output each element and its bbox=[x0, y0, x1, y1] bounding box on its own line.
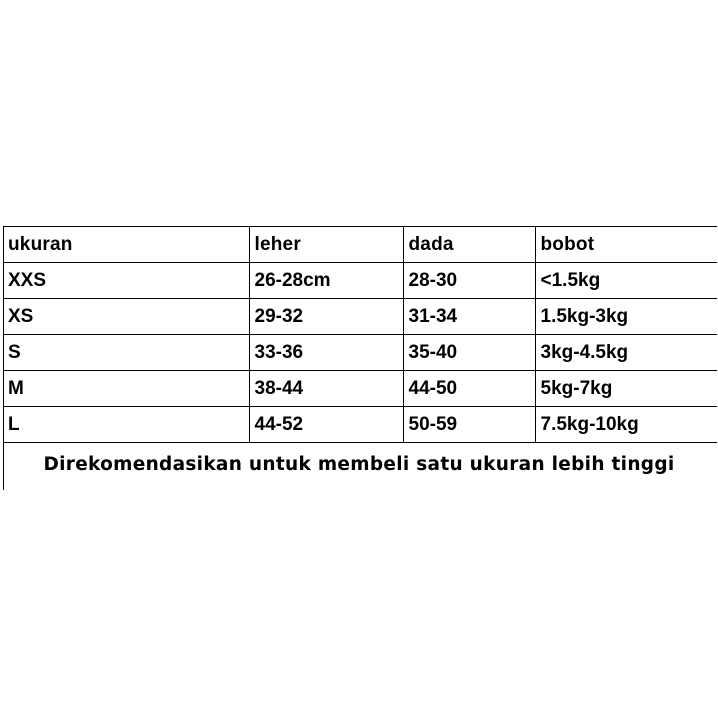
cell-ukuran: XXS bbox=[3, 263, 249, 299]
cell-leher: 26-28cm bbox=[249, 263, 403, 299]
table-row bbox=[3, 263, 717, 299]
table-row bbox=[3, 335, 717, 371]
cell-dada: 31-34 bbox=[403, 299, 535, 335]
size-chart-table bbox=[3, 226, 717, 443]
cell-leher: 44-52 bbox=[249, 407, 403, 443]
cell-dada: 50-59 bbox=[403, 407, 535, 443]
cell-ukuran: L bbox=[3, 407, 249, 443]
header-ukuran: ukuran bbox=[3, 227, 249, 263]
cell-ukuran: M bbox=[3, 371, 249, 407]
cell-leher: 38-44 bbox=[249, 371, 403, 407]
header-leher: leher bbox=[249, 227, 403, 263]
cell-leher: 33-36 bbox=[249, 335, 403, 371]
cell-ukuran: S bbox=[3, 335, 249, 371]
cell-dada: 44-50 bbox=[403, 371, 535, 407]
cell-dada: 28-30 bbox=[403, 263, 535, 299]
table-header-row bbox=[3, 227, 717, 263]
table-row bbox=[3, 299, 717, 335]
cell-bobot: 5kg-7kg bbox=[535, 371, 717, 407]
cell-leher: 29-32 bbox=[249, 299, 403, 335]
cell-ukuran: XS bbox=[3, 299, 249, 335]
recommendation-note: Direkomendasikan untuk membeli satu ukuran lebih tinggi bbox=[43, 454, 675, 475]
header-dada: dada bbox=[403, 227, 535, 263]
cell-bobot: 7.5kg-10kg bbox=[535, 407, 717, 443]
table-row bbox=[3, 407, 717, 443]
cell-bobot: 1.5kg-3kg bbox=[535, 299, 717, 335]
table-row bbox=[3, 371, 717, 407]
cell-bobot: 3kg-4.5kg bbox=[535, 335, 717, 371]
cell-dada: 35-40 bbox=[403, 335, 535, 371]
cell-bobot: <1.5kg bbox=[535, 263, 717, 299]
header-bobot: bobot bbox=[535, 227, 717, 263]
